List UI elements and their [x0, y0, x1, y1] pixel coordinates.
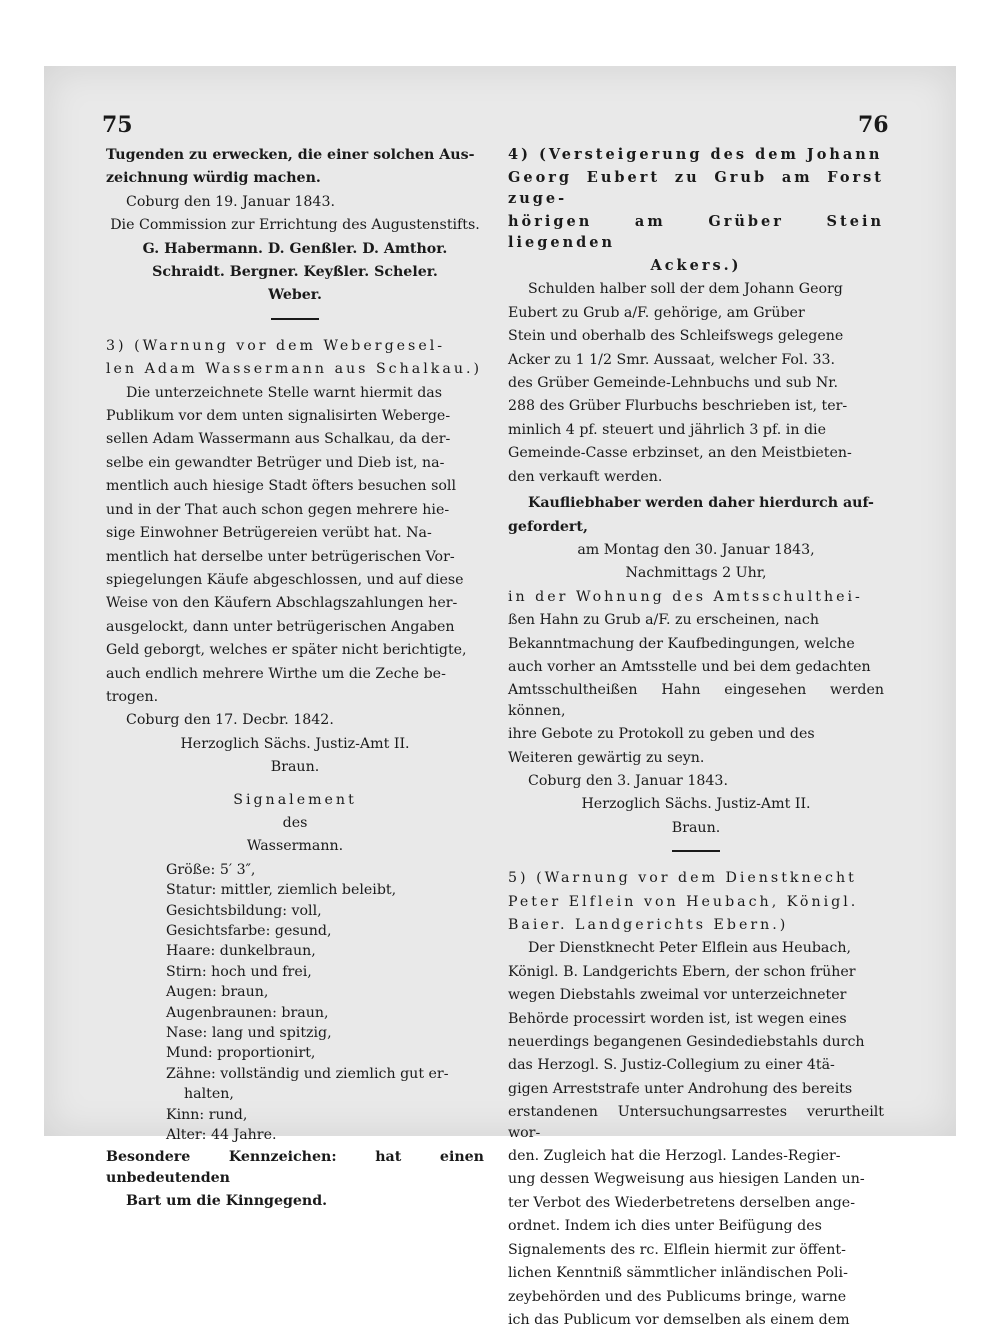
body-line: ausgelockt, dann unter betrügerischen Angaben: [106, 618, 455, 635]
body-line: ich das Publicum vor demselben als einem dem: [508, 1311, 850, 1328]
body-line: erstandenen Untersuchungsarrestes verurtheilt wor-: [508, 1104, 884, 1141]
special-marks: Besondere Kennzeichen: hat einen unbedeutenden: [106, 1149, 484, 1186]
section-heading: 4) (Versteigerung des dem Johann: [508, 146, 883, 163]
continuation-line: zeichnung würdig machen.: [106, 170, 321, 187]
body-line: Gemeinde-Casse erbzinset, an den Meistbieten-: [508, 445, 852, 462]
commission-line: Die Commission zur Errichtung des Augustenstifts.: [110, 217, 480, 234]
body-line: 288 des Grüber Flurbuchs beschrieben ist, ter-: [508, 398, 848, 415]
body-line: ter Verbot des Wiederbetretens derselben ange-: [508, 1194, 855, 1211]
body-line: Der Dienstknecht Peter Elflein aus Heubach,: [528, 940, 851, 957]
page-number-left: 75: [102, 112, 133, 138]
body-line: neuerdings begangenen Gesindediebstahls durch: [508, 1034, 865, 1051]
body-line: Amtsschultheißen Hahn eingesehen werden können,: [508, 682, 884, 719]
body-line: Signalements des rc. Elflein hiermit zur öffent-: [508, 1241, 846, 1258]
body-line: ung dessen Wegweisung aus hiesigen Landen un-: [508, 1171, 865, 1188]
right-column: [508, 145, 884, 1333]
body-line: Acker zu 1 1/2 Smr. Aussaat, welcher Fol. 33.: [508, 351, 836, 368]
section-heading: hörigen am Grüber Stein liegenden: [508, 213, 884, 251]
body-line: zeybehörden und des Publicums bringe, warne: [508, 1288, 847, 1305]
section-heading: 3) (Warnung vor dem Webergesel-: [106, 337, 446, 354]
section-divider: [672, 850, 720, 852]
list-item: Haare: dunkelbraun,: [166, 943, 316, 960]
signalement-des: des: [282, 814, 308, 831]
signatories: Weber.: [268, 287, 322, 304]
list-item: Zähne: vollständig und ziemlich gut er-: [166, 1065, 449, 1082]
body-line: Geld geborgt, welches er später nicht berichtigte,: [106, 642, 467, 659]
office-line: Herzoglich Sächs. Justiz-Amt II.: [180, 735, 410, 752]
auction-date: am Montag den 30. Januar 1843,: [577, 541, 815, 558]
body-line: Die unterzeichnete Stelle warnt hiermit das: [126, 384, 443, 401]
body-line: mentlich hat derselbe unter betrügerischen Vor-: [106, 548, 455, 565]
body-line: wegen Diebstahls zweimal vor unterzeichneter: [508, 987, 847, 1004]
page-number-right: 76: [858, 112, 889, 138]
body-line: auch vorher an Amtsstelle und bei dem gedachten: [508, 658, 871, 675]
section-heading: Georg Eubert zu Grub am Forst zuge-: [508, 169, 884, 207]
body-line: ordnet. Indem ich dies unter Beifügung des: [508, 1218, 822, 1235]
section-heading: Baier. Landgerichts Ebern.): [508, 917, 789, 933]
continuation-line: Tugenden zu erwecken, die einer solchen Aus-: [106, 147, 475, 163]
list-item: Größe: 5′ 3″,: [166, 861, 256, 878]
special-marks: Bart um die Kinngegend.: [126, 1193, 328, 1210]
body-line: das Herzogl. S. Justiz-Collegium zu einer 4tä-: [508, 1057, 835, 1074]
auction-time: Nachmittags 2 Uhr,: [625, 565, 767, 582]
signalement-name: Wassermann.: [246, 838, 344, 855]
body-line: sige Einwohner Betrügereien verübt hat. Na-: [106, 525, 432, 542]
section-heading: len Adam Wassermann aus Schalkau.): [106, 361, 482, 378]
section-heading: Ackers.): [650, 257, 742, 275]
signatories: G. Habermann. D. Genßler. D. Amthor.: [142, 240, 448, 257]
list-item: halten,: [184, 1086, 234, 1103]
signalement-title: Signalement: [233, 791, 357, 808]
list-item: Kinn: rund,: [166, 1106, 248, 1123]
list-item: Nase: lang und spitzig,: [166, 1025, 332, 1042]
body-line: selbe ein gewandter Betrüger und Dieb ist, na-: [106, 454, 445, 471]
body-line: Behörde processirt worden ist, ist wegen eines: [508, 1010, 847, 1027]
body-line: Publikum vor dem unten signalisirten Weberge-: [106, 408, 451, 425]
body-line: trogen.: [106, 688, 159, 705]
signature: Braun.: [270, 759, 320, 776]
body-line: spiegelungen Käufe abgeschlossen, und auf diese: [106, 571, 464, 588]
body-line: Weise von den Käufern Abschlagszahlungen her-: [106, 595, 458, 612]
date-line: Coburg den 17. Decbr. 1842.: [126, 712, 334, 729]
list-item: Stirn: hoch und frei,: [166, 963, 312, 980]
body-line: in der Wohnung des Amtsschulthei-: [508, 588, 863, 605]
office-line: Herzoglich Sächs. Justiz-Amt II.: [581, 796, 811, 813]
body-line: Weiteren gewärtig zu seyn.: [508, 749, 705, 766]
list-item: Gesichtsfarbe: gesund,: [166, 923, 332, 939]
body-line: Schulden halber soll der dem Johann Georg: [528, 281, 843, 298]
body-line: Stein und oberhalb des Schleifswegs gelegene: [508, 328, 844, 345]
date-line: Coburg den 3. Januar 1843.: [528, 772, 728, 789]
body-line: Kaufliebhaber werden daher hierdurch auf-: [528, 495, 874, 512]
body-line: gefordert,: [508, 518, 588, 535]
list-item: Gesichtsbildung: voll,: [166, 902, 322, 919]
body-line: sellen Adam Wassermann aus Schalkau, da der-: [106, 431, 451, 448]
body-line: Eubert zu Grub a/F. gehörige, am Grüber: [508, 304, 805, 321]
date-line: Coburg den 19. Januar 1843.: [126, 193, 335, 210]
body-line: auch endlich mehrere Wirthe um die Zeche be-: [106, 665, 446, 682]
list-item: Alter: 44 Jahre.: [166, 1127, 277, 1144]
section-heading: 5) (Warnung vor dem Dienstknecht: [508, 870, 857, 887]
body-line: Bekanntmachung der Kaufbedingungen, welche: [508, 635, 855, 652]
list-item: Augen: braun,: [166, 984, 269, 1001]
body-line: mentlich auch hiesige Stadt öfters besuchen soll: [106, 478, 456, 495]
left-column: [106, 145, 484, 1215]
section-divider: [271, 318, 319, 320]
body-line: Königl. B. Landgerichts Ebern, der schon früher: [508, 963, 856, 980]
body-line: minlich 4 pf. steuert und jährlich 3 pf. in die: [508, 421, 826, 438]
body-line: den. Zugleich hat die Herzogl. Landes-Regier-: [508, 1148, 841, 1165]
signatories: Schraidt. Bergner. Keyßler. Scheler.: [152, 264, 438, 281]
body-line: den verkauft werden.: [508, 468, 663, 485]
body-line: des Grüber Gemeinde-Lehnbuchs und sub Nr.: [508, 375, 839, 392]
signature: Braun.: [671, 819, 721, 836]
section-heading: Peter Elflein von Heubach, Königl.: [508, 893, 859, 910]
body-line: lichen Kenntniß sämmtlicher inländischen Poli-: [508, 1265, 848, 1282]
list-item: Mund: proportionirt,: [166, 1045, 316, 1062]
signalement-list: [166, 860, 484, 1146]
body-line: ßen Hahn zu Grub a/F. zu erscheinen, nach: [508, 612, 819, 629]
list-item: Statur: mittler, ziemlich beleibt,: [166, 882, 397, 899]
body-line: und in der That auch schon gegen mehrere hie-: [106, 501, 450, 518]
body-line: ihre Gebote zu Protokoll zu geben und des: [508, 726, 815, 743]
body-line: gigen Arreststrafe unter Androhung des bereits: [508, 1080, 853, 1097]
list-item: Augenbraunen: braun,: [166, 1004, 329, 1021]
